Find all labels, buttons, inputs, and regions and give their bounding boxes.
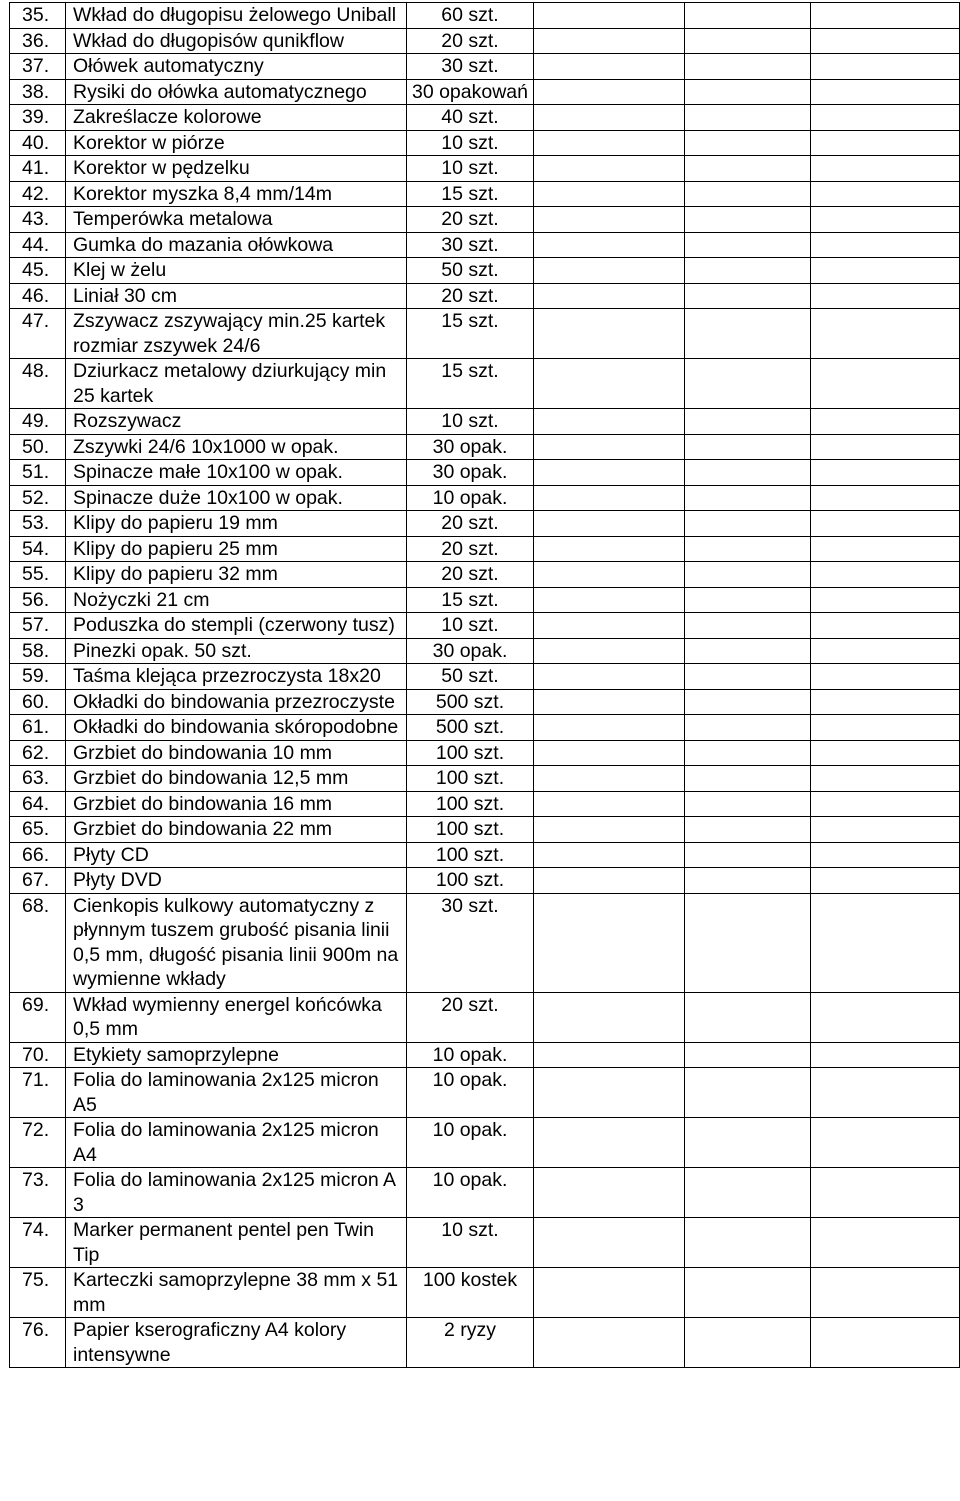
empty-cell [685,1218,811,1268]
table-row [10,1068,960,1118]
table-row [10,1318,960,1368]
item-quantity: 500 szt. [407,689,534,715]
empty-cell [811,359,960,409]
empty-cell [534,1068,685,1118]
empty-cell [534,283,685,309]
empty-cell [811,587,960,613]
table-row [10,181,960,207]
item-quantity: 100 szt. [407,766,534,792]
item-name: Grzbiet do bindowania 10 mm [66,740,407,766]
item-name: Cienkopis kulkowy automatyczny z płynnym tuszem grubość pisania linii 0,5 mm, długość pisania linii 900m na wymienne wkłady [66,893,407,992]
empty-cell [685,766,811,792]
empty-cell [534,562,685,588]
row-number: 68. [10,893,66,992]
empty-cell [811,1042,960,1068]
table-row [10,156,960,182]
empty-cell [685,232,811,258]
empty-cell [811,613,960,639]
empty-cell [811,283,960,309]
item-quantity: 10 opak. [407,1168,534,1218]
empty-cell [811,817,960,843]
item-quantity: 100 kostek [407,1268,534,1318]
table-row [10,689,960,715]
item-name: Liniał 30 cm [66,283,407,309]
table-row [10,1168,960,1218]
empty-cell [534,28,685,54]
row-number: 69. [10,992,66,1042]
table-row [10,613,960,639]
table-row [10,893,960,992]
item-quantity: 10 szt. [407,409,534,435]
item-quantity: 10 szt. [407,156,534,182]
empty-cell [811,893,960,992]
empty-cell [685,283,811,309]
item-name: Wkład do długopisu żelowego Uniball [66,3,407,29]
empty-cell [685,791,811,817]
item-name: Marker permanent pentel pen Twin Tip [66,1218,407,1268]
row-number: 46. [10,283,66,309]
row-number: 63. [10,766,66,792]
empty-cell [534,130,685,156]
item-quantity: 50 szt. [407,664,534,690]
item-name: Klej w żelu [66,258,407,284]
row-number: 38. [10,79,66,105]
item-name: Temperówka metalowa [66,207,407,233]
table-row [10,258,960,284]
item-quantity: 20 szt. [407,562,534,588]
item-name: Korektor w piórze [66,130,407,156]
row-number: 76. [10,1318,66,1368]
empty-cell [534,460,685,486]
item-quantity: 500 szt. [407,715,534,741]
item-name: Rysiki do ołówka automatycznego [66,79,407,105]
empty-cell [811,485,960,511]
item-quantity: 100 szt. [407,817,534,843]
empty-cell [685,715,811,741]
empty-cell [685,740,811,766]
empty-cell [811,791,960,817]
empty-cell [811,28,960,54]
empty-cell [534,992,685,1042]
empty-cell [685,638,811,664]
item-name: Ołówek automatyczny [66,54,407,80]
empty-cell [534,1168,685,1218]
item-name: Poduszka do stempli (czerwony tusz) [66,613,407,639]
empty-cell [811,638,960,664]
empty-cell [534,689,685,715]
empty-cell [534,232,685,258]
empty-cell [811,207,960,233]
item-name: Okładki do bindowania skóropodobne [66,715,407,741]
table-row [10,105,960,131]
item-quantity: 2 ryzy [407,1318,534,1368]
item-name: Zakreślacze kolorowe [66,105,407,131]
row-number: 37. [10,54,66,80]
table-row [10,766,960,792]
row-number: 73. [10,1168,66,1218]
empty-cell [811,1318,960,1368]
empty-cell [534,868,685,894]
empty-cell [685,359,811,409]
table-row [10,1268,960,1318]
table-row [10,79,960,105]
item-name: Folia do laminowania 2x125 micron A5 [66,1068,407,1118]
empty-cell [534,434,685,460]
empty-cell [811,434,960,460]
table-row [10,207,960,233]
item-quantity: 30 szt. [407,54,534,80]
empty-cell [685,562,811,588]
item-name: Spinacze małe 10x100 w opak. [66,460,407,486]
empty-cell [534,1042,685,1068]
item-name: Dziurkacz metalowy dziurkujący min 25 kartek [66,359,407,409]
row-number: 52. [10,485,66,511]
empty-cell [534,181,685,207]
table-row [10,409,960,435]
empty-cell [685,3,811,29]
item-name: Grzbiet do bindowania 12,5 mm [66,766,407,792]
empty-cell [685,54,811,80]
item-quantity: 30 opak. [407,434,534,460]
empty-cell [534,638,685,664]
table-row [10,638,960,664]
empty-cell [534,156,685,182]
item-name: Płyty DVD [66,868,407,894]
item-name: Klipy do papieru 25 mm [66,536,407,562]
empty-cell [685,485,811,511]
empty-cell [811,562,960,588]
row-number: 49. [10,409,66,435]
item-name: Grzbiet do bindowania 16 mm [66,791,407,817]
empty-cell [534,258,685,284]
empty-cell [534,105,685,131]
row-number: 58. [10,638,66,664]
row-number: 74. [10,1218,66,1268]
empty-cell [534,79,685,105]
row-number: 70. [10,1042,66,1068]
item-name: Gumka do mazania ołówkowa [66,232,407,258]
row-number: 53. [10,511,66,537]
row-number: 47. [10,309,66,359]
row-number: 56. [10,587,66,613]
item-name: Rozszywacz [66,409,407,435]
empty-cell [534,613,685,639]
empty-cell [685,511,811,537]
empty-cell [811,1268,960,1318]
item-quantity: 10 szt. [407,1218,534,1268]
item-quantity: 60 szt. [407,3,534,29]
table-row [10,992,960,1042]
row-number: 36. [10,28,66,54]
empty-cell [685,1318,811,1368]
table-row [10,536,960,562]
empty-cell [534,207,685,233]
empty-cell [685,536,811,562]
empty-cell [811,409,960,435]
empty-cell [685,181,811,207]
table-row [10,28,960,54]
item-quantity: 10 szt. [407,130,534,156]
table-row [10,1042,960,1068]
empty-cell [685,1168,811,1218]
item-name: Klipy do papieru 32 mm [66,562,407,588]
empty-cell [811,689,960,715]
table-row [10,1218,960,1268]
item-name: Grzbiet do bindowania 22 mm [66,817,407,843]
item-quantity: 10 opak. [407,1118,534,1168]
empty-cell [685,587,811,613]
row-number: 67. [10,868,66,894]
empty-cell [811,1218,960,1268]
row-number: 48. [10,359,66,409]
table-row [10,715,960,741]
item-quantity: 30 szt. [407,232,534,258]
empty-cell [534,536,685,562]
empty-cell [685,817,811,843]
table-row [10,868,960,894]
empty-cell [811,258,960,284]
order-items-table [9,2,960,1368]
row-number: 50. [10,434,66,460]
table-row [10,309,960,359]
empty-cell [811,511,960,537]
row-number: 57. [10,613,66,639]
item-quantity: 15 szt. [407,587,534,613]
row-number: 42. [10,181,66,207]
empty-cell [811,156,960,182]
empty-cell [811,130,960,156]
empty-cell [534,664,685,690]
item-quantity: 30 opakowań [407,79,534,105]
table-row [10,587,960,613]
table-row [10,511,960,537]
item-name: Wkład do długopisów qunikflow [66,28,407,54]
empty-cell [685,156,811,182]
item-name: Zszywacz zszywający min.25 kartek rozmiar zszywek 24/6 [66,309,407,359]
table-row [10,232,960,258]
row-number: 55. [10,562,66,588]
empty-cell [811,460,960,486]
item-quantity: 20 szt. [407,207,534,233]
table-body [10,3,960,1368]
row-number: 66. [10,842,66,868]
empty-cell [685,868,811,894]
row-number: 59. [10,664,66,690]
item-quantity: 20 szt. [407,536,534,562]
empty-cell [685,1042,811,1068]
row-number: 61. [10,715,66,741]
item-quantity: 20 szt. [407,28,534,54]
empty-cell [685,28,811,54]
empty-cell [534,1118,685,1168]
empty-cell [685,460,811,486]
row-number: 71. [10,1068,66,1118]
empty-cell [685,1068,811,1118]
item-name: Wkład wymienny energel końcówka 0,5 mm [66,992,407,1042]
empty-cell [685,309,811,359]
item-quantity: 20 szt. [407,511,534,537]
empty-cell [534,766,685,792]
item-name: Klipy do papieru 19 mm [66,511,407,537]
empty-cell [534,817,685,843]
table-row [10,791,960,817]
item-name: Nożyczki 21 cm [66,587,407,613]
item-name: Korektor w pędzelku [66,156,407,182]
empty-cell [534,3,685,29]
empty-cell [534,1218,685,1268]
row-number: 39. [10,105,66,131]
empty-cell [685,105,811,131]
item-name: Zszywki 24/6 10x1000 w opak. [66,434,407,460]
empty-cell [534,309,685,359]
item-name: Folia do laminowania 2x125 micron A4 [66,1118,407,1168]
empty-cell [534,842,685,868]
table-row [10,485,960,511]
empty-cell [685,1268,811,1318]
table-row [10,1118,960,1168]
item-quantity: 15 szt. [407,181,534,207]
row-number: 75. [10,1268,66,1318]
empty-cell [811,105,960,131]
item-quantity: 10 szt. [407,613,534,639]
empty-cell [811,664,960,690]
empty-cell [685,409,811,435]
empty-cell [811,536,960,562]
empty-cell [685,434,811,460]
table-row [10,130,960,156]
empty-cell [811,79,960,105]
empty-cell [685,689,811,715]
row-number: 45. [10,258,66,284]
empty-cell [534,587,685,613]
row-number: 43. [10,207,66,233]
empty-cell [811,1168,960,1218]
item-quantity: 20 szt. [407,992,534,1042]
empty-cell [534,1318,685,1368]
row-number: 65. [10,817,66,843]
item-quantity: 15 szt. [407,359,534,409]
empty-cell [534,511,685,537]
table-row [10,283,960,309]
item-quantity: 30 opak. [407,638,534,664]
empty-cell [811,3,960,29]
item-quantity: 100 szt. [407,868,534,894]
table-row [10,359,960,409]
row-number: 64. [10,791,66,817]
empty-cell [685,79,811,105]
empty-cell [811,309,960,359]
item-quantity: 10 opak. [407,485,534,511]
empty-cell [534,740,685,766]
item-quantity: 50 szt. [407,258,534,284]
row-number: 62. [10,740,66,766]
table-row [10,740,960,766]
empty-cell [685,893,811,992]
empty-cell [811,1118,960,1168]
item-name: Taśma klejąca przezroczysta 18x20 [66,664,407,690]
item-quantity: 15 szt. [407,309,534,359]
empty-cell [685,1118,811,1168]
item-quantity: 30 szt. [407,893,534,992]
item-name: Papier kserograficzny A4 kolory intensywne [66,1318,407,1368]
empty-cell [685,992,811,1042]
item-name: Płyty CD [66,842,407,868]
item-quantity: 100 szt. [407,842,534,868]
empty-cell [534,485,685,511]
item-name: Pinezki opak. 50 szt. [66,638,407,664]
empty-cell [685,842,811,868]
empty-cell [534,715,685,741]
empty-cell [685,613,811,639]
row-number: 35. [10,3,66,29]
item-quantity: 40 szt. [407,105,534,131]
table-row [10,664,960,690]
empty-cell [811,1068,960,1118]
empty-cell [685,130,811,156]
item-quantity: 30 opak. [407,460,534,486]
empty-cell [811,868,960,894]
table-row [10,562,960,588]
empty-cell [811,992,960,1042]
table-row [10,842,960,868]
row-number: 72. [10,1118,66,1168]
empty-cell [534,409,685,435]
item-name: Etykiety samoprzylepne [66,1042,407,1068]
row-number: 44. [10,232,66,258]
empty-cell [534,54,685,80]
empty-cell [685,664,811,690]
row-number: 54. [10,536,66,562]
item-quantity: 20 szt. [407,283,534,309]
item-name: Spinacze duże 10x100 w opak. [66,485,407,511]
table-row [10,54,960,80]
row-number: 60. [10,689,66,715]
row-number: 51. [10,460,66,486]
empty-cell [811,766,960,792]
item-quantity: 10 opak. [407,1068,534,1118]
empty-cell [534,359,685,409]
item-name: Folia do laminowania 2x125 micron A 3 [66,1168,407,1218]
item-quantity: 100 szt. [407,740,534,766]
item-quantity: 100 szt. [407,791,534,817]
item-name: Okładki do bindowania przezroczyste [66,689,407,715]
item-quantity: 10 opak. [407,1042,534,1068]
empty-cell [534,893,685,992]
table-row [10,3,960,29]
empty-cell [811,715,960,741]
empty-cell [685,207,811,233]
empty-cell [534,791,685,817]
table-row [10,817,960,843]
item-name: Karteczki samoprzylepne 38 mm x 51 mm [66,1268,407,1318]
row-number: 41. [10,156,66,182]
empty-cell [534,1268,685,1318]
empty-cell [811,232,960,258]
empty-cell [811,740,960,766]
empty-cell [811,842,960,868]
table-row [10,434,960,460]
empty-cell [811,54,960,80]
table-row [10,460,960,486]
row-number: 40. [10,130,66,156]
item-name: Korektor myszka 8,4 mm/14m [66,181,407,207]
empty-cell [685,258,811,284]
empty-cell [811,181,960,207]
